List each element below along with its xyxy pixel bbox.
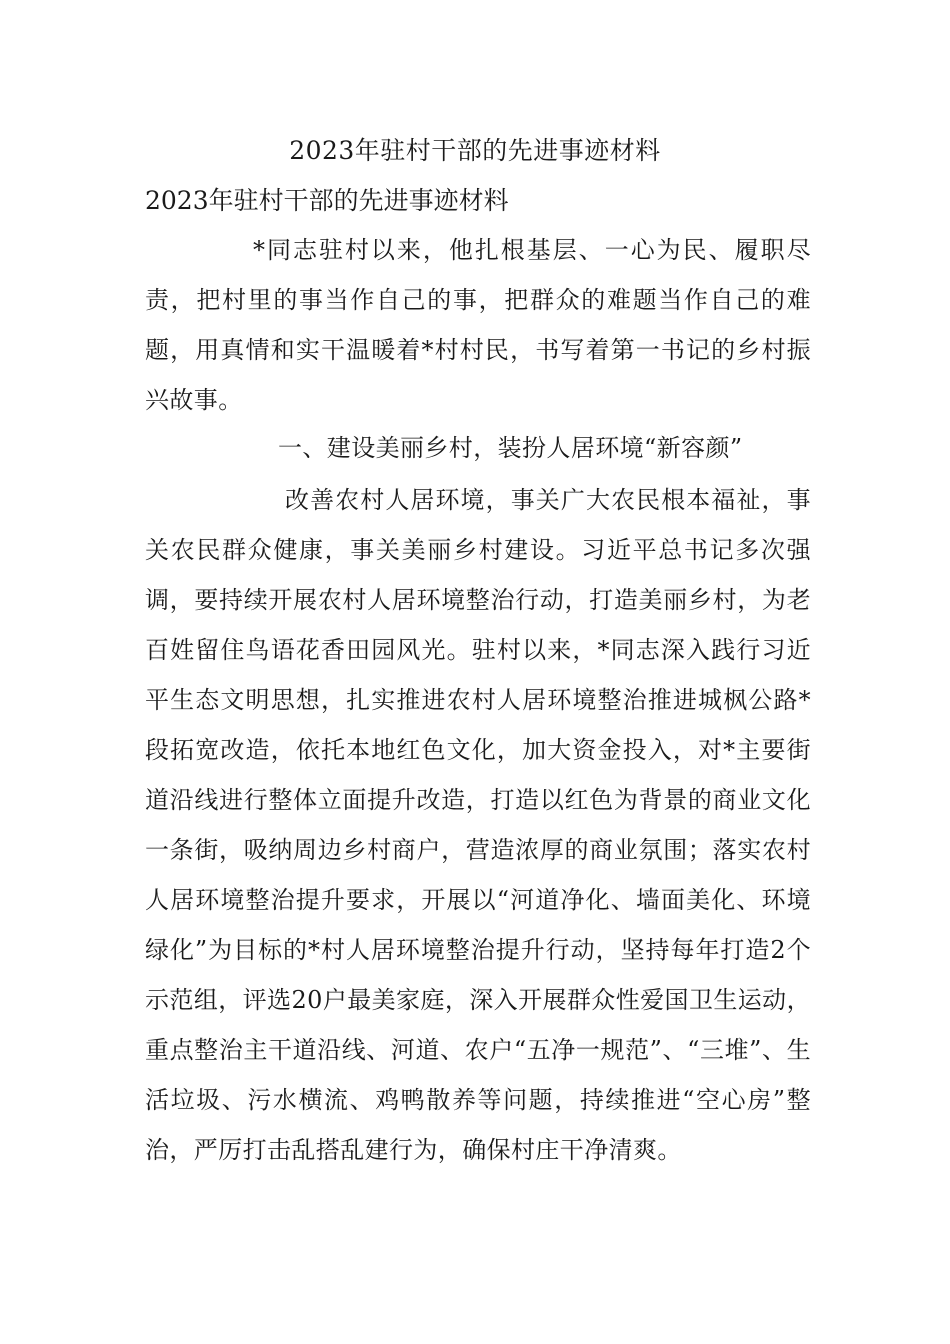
section-paragraph: 改善农村人居环境，事关广大农民根本福祉，事关农民群众健康，事关美丽乡村建设。习近平总书记多次强调，要持续开展农村人居环境整治行动，打造美丽乡村，为老百姓留住鸟语花香田园风光。驻村以来，*同志深入践行习近平生态文明思想，扎实推进农村人居环境整治推进城枫公路*段拓宽改造，依托本地红色文化，加大资金投入，对*主要街道沿线进行整体立面提升改造，打造以红色为背景的商业文化一条街，吸纳周边乡村商户，营造浓厚的商业氛围；落实农村人居环境整治提升要求，开展以“河道净化、墙面美化、环境绿化”为目标的*村人居环境整治提升行动，坚持每年打造2个示范组，评选20户最美家庭，深入开展群众性爱国卫生运动，重点整治主干道沿线、河道、农户“五净一规范”、“三堆”、生活垃圾、污水横流、鸡鸭散养等问题，持续推进“空心房”整治，严厉打击乱搭乱建行为，确保村庄干净清爽。 <box>145 486 811 1164</box>
document-title: 2023年驻村干部的先进事迹材料 <box>289 136 661 165</box>
document-subtitle: 2023年驻村干部的先进事迹材料 <box>145 186 509 215</box>
section-heading: 一、建设美丽乡村，装扮人居环境“新容颜” <box>278 434 743 462</box>
intro-paragraph: *同志驻村以来，他扎根基层、一心为民、履职尽责，把村里的事当作自己的事，把群众的难题当作自己的难题，用真情和实干温暖着*村村民，书写着第一书记的乡村振兴故事。 <box>145 236 811 414</box>
